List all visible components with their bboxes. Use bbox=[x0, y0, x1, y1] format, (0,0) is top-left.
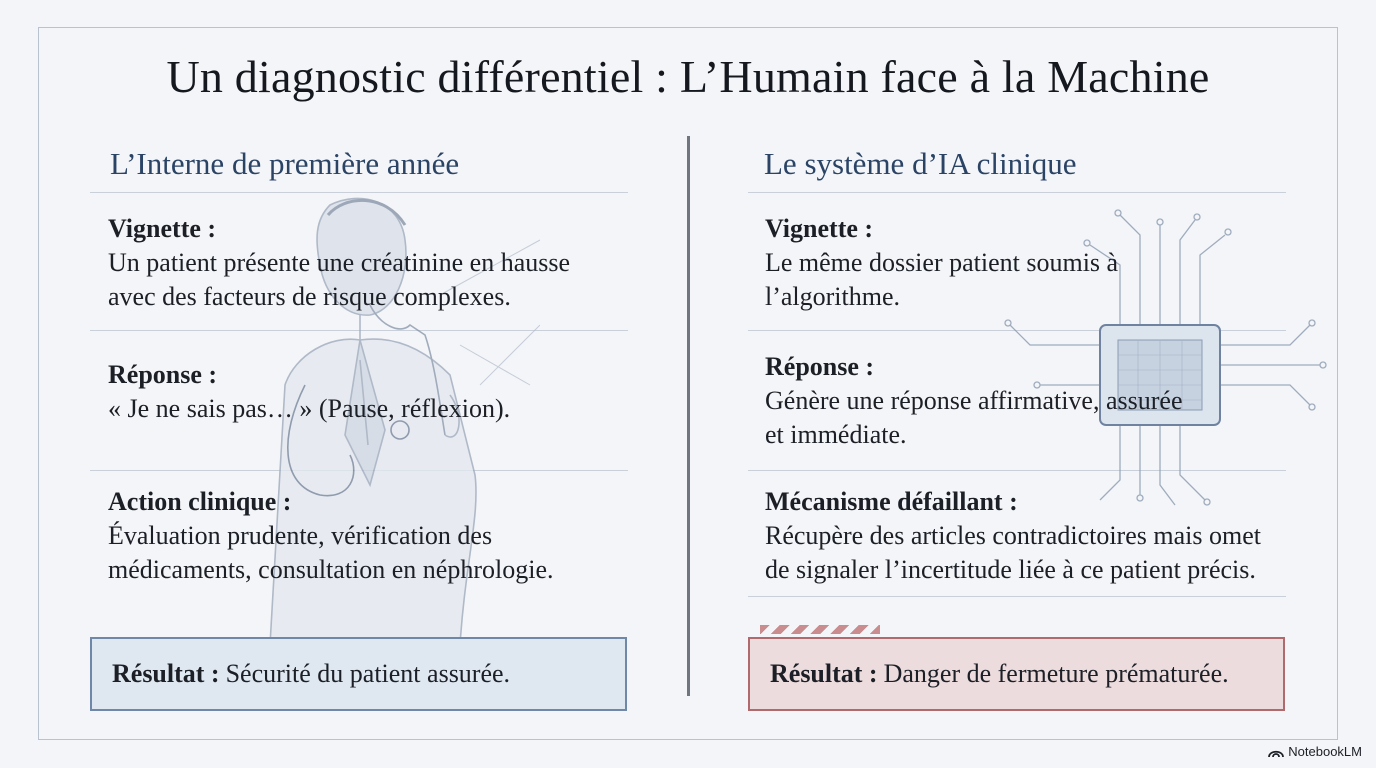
brand-name: NotebookLM bbox=[1288, 744, 1362, 759]
warning-hatch bbox=[760, 625, 880, 634]
page-title: Un diagnostic différentiel : L’Humain face à la Machine bbox=[166, 51, 1210, 102]
left-reponse-line1: « Je ne sais pas… » (Pause, réflexion). bbox=[108, 394, 511, 423]
left-result-label: Résultat : bbox=[112, 659, 220, 688]
right-mecanisme-line2: de signaler l’incertitude liée à ce patient précis. bbox=[765, 555, 1256, 584]
left-action-section bbox=[108, 485, 554, 587]
right-result-box bbox=[748, 637, 1285, 711]
left-vignette-section bbox=[108, 212, 570, 314]
right-vignette-line2: l’algorithme. bbox=[765, 282, 901, 311]
left-action-label: Action clinique : bbox=[108, 487, 292, 516]
left-reponse-label: Réponse : bbox=[108, 360, 218, 389]
right-result-label: Résultat : bbox=[770, 659, 878, 688]
right-mecanisme-label: Mécanisme défaillant : bbox=[765, 487, 1018, 516]
notebooklm-logo-icon bbox=[1268, 746, 1284, 758]
left-result-box bbox=[90, 637, 627, 711]
left-vignette-line2: avec des facteurs de risque complexes. bbox=[108, 282, 511, 311]
right-mecanisme-section bbox=[765, 485, 1261, 587]
left-action-line1: Évaluation prudente, vérification des bbox=[108, 521, 493, 550]
guide-line bbox=[748, 596, 1286, 597]
right-mecanisme-line1: Récupère des articles contradictoires mais omet bbox=[765, 521, 1261, 550]
right-result-text: Danger de fermeture prématurée. bbox=[883, 659, 1229, 688]
right-column-heading: Le système d’IA clinique bbox=[764, 146, 1077, 181]
right-reponse-section bbox=[765, 350, 1183, 452]
brand-watermark bbox=[1268, 744, 1362, 759]
right-reponse-line1: Génère une réponse affirmative, assurée bbox=[765, 386, 1183, 415]
right-reponse-label: Réponse : bbox=[765, 352, 875, 381]
left-vignette-line1: Un patient présente une créatinine en hausse bbox=[108, 248, 571, 277]
right-vignette-line1: Le même dossier patient soumis à bbox=[765, 248, 1119, 277]
left-result-text: Sécurité du patient assurée. bbox=[225, 659, 511, 688]
right-vignette-label: Vignette : bbox=[765, 214, 874, 243]
column-divider bbox=[687, 136, 690, 696]
left-column-heading: L’Interne de première année bbox=[110, 146, 460, 181]
left-action-line2: médicaments, consultation en néphrologie. bbox=[108, 555, 554, 584]
left-reponse-section bbox=[108, 358, 510, 426]
right-vignette-section bbox=[765, 212, 1118, 314]
guide-line bbox=[748, 192, 1286, 193]
right-reponse-line2: et immédiate. bbox=[765, 420, 907, 449]
left-vignette-label: Vignette : bbox=[108, 214, 217, 243]
